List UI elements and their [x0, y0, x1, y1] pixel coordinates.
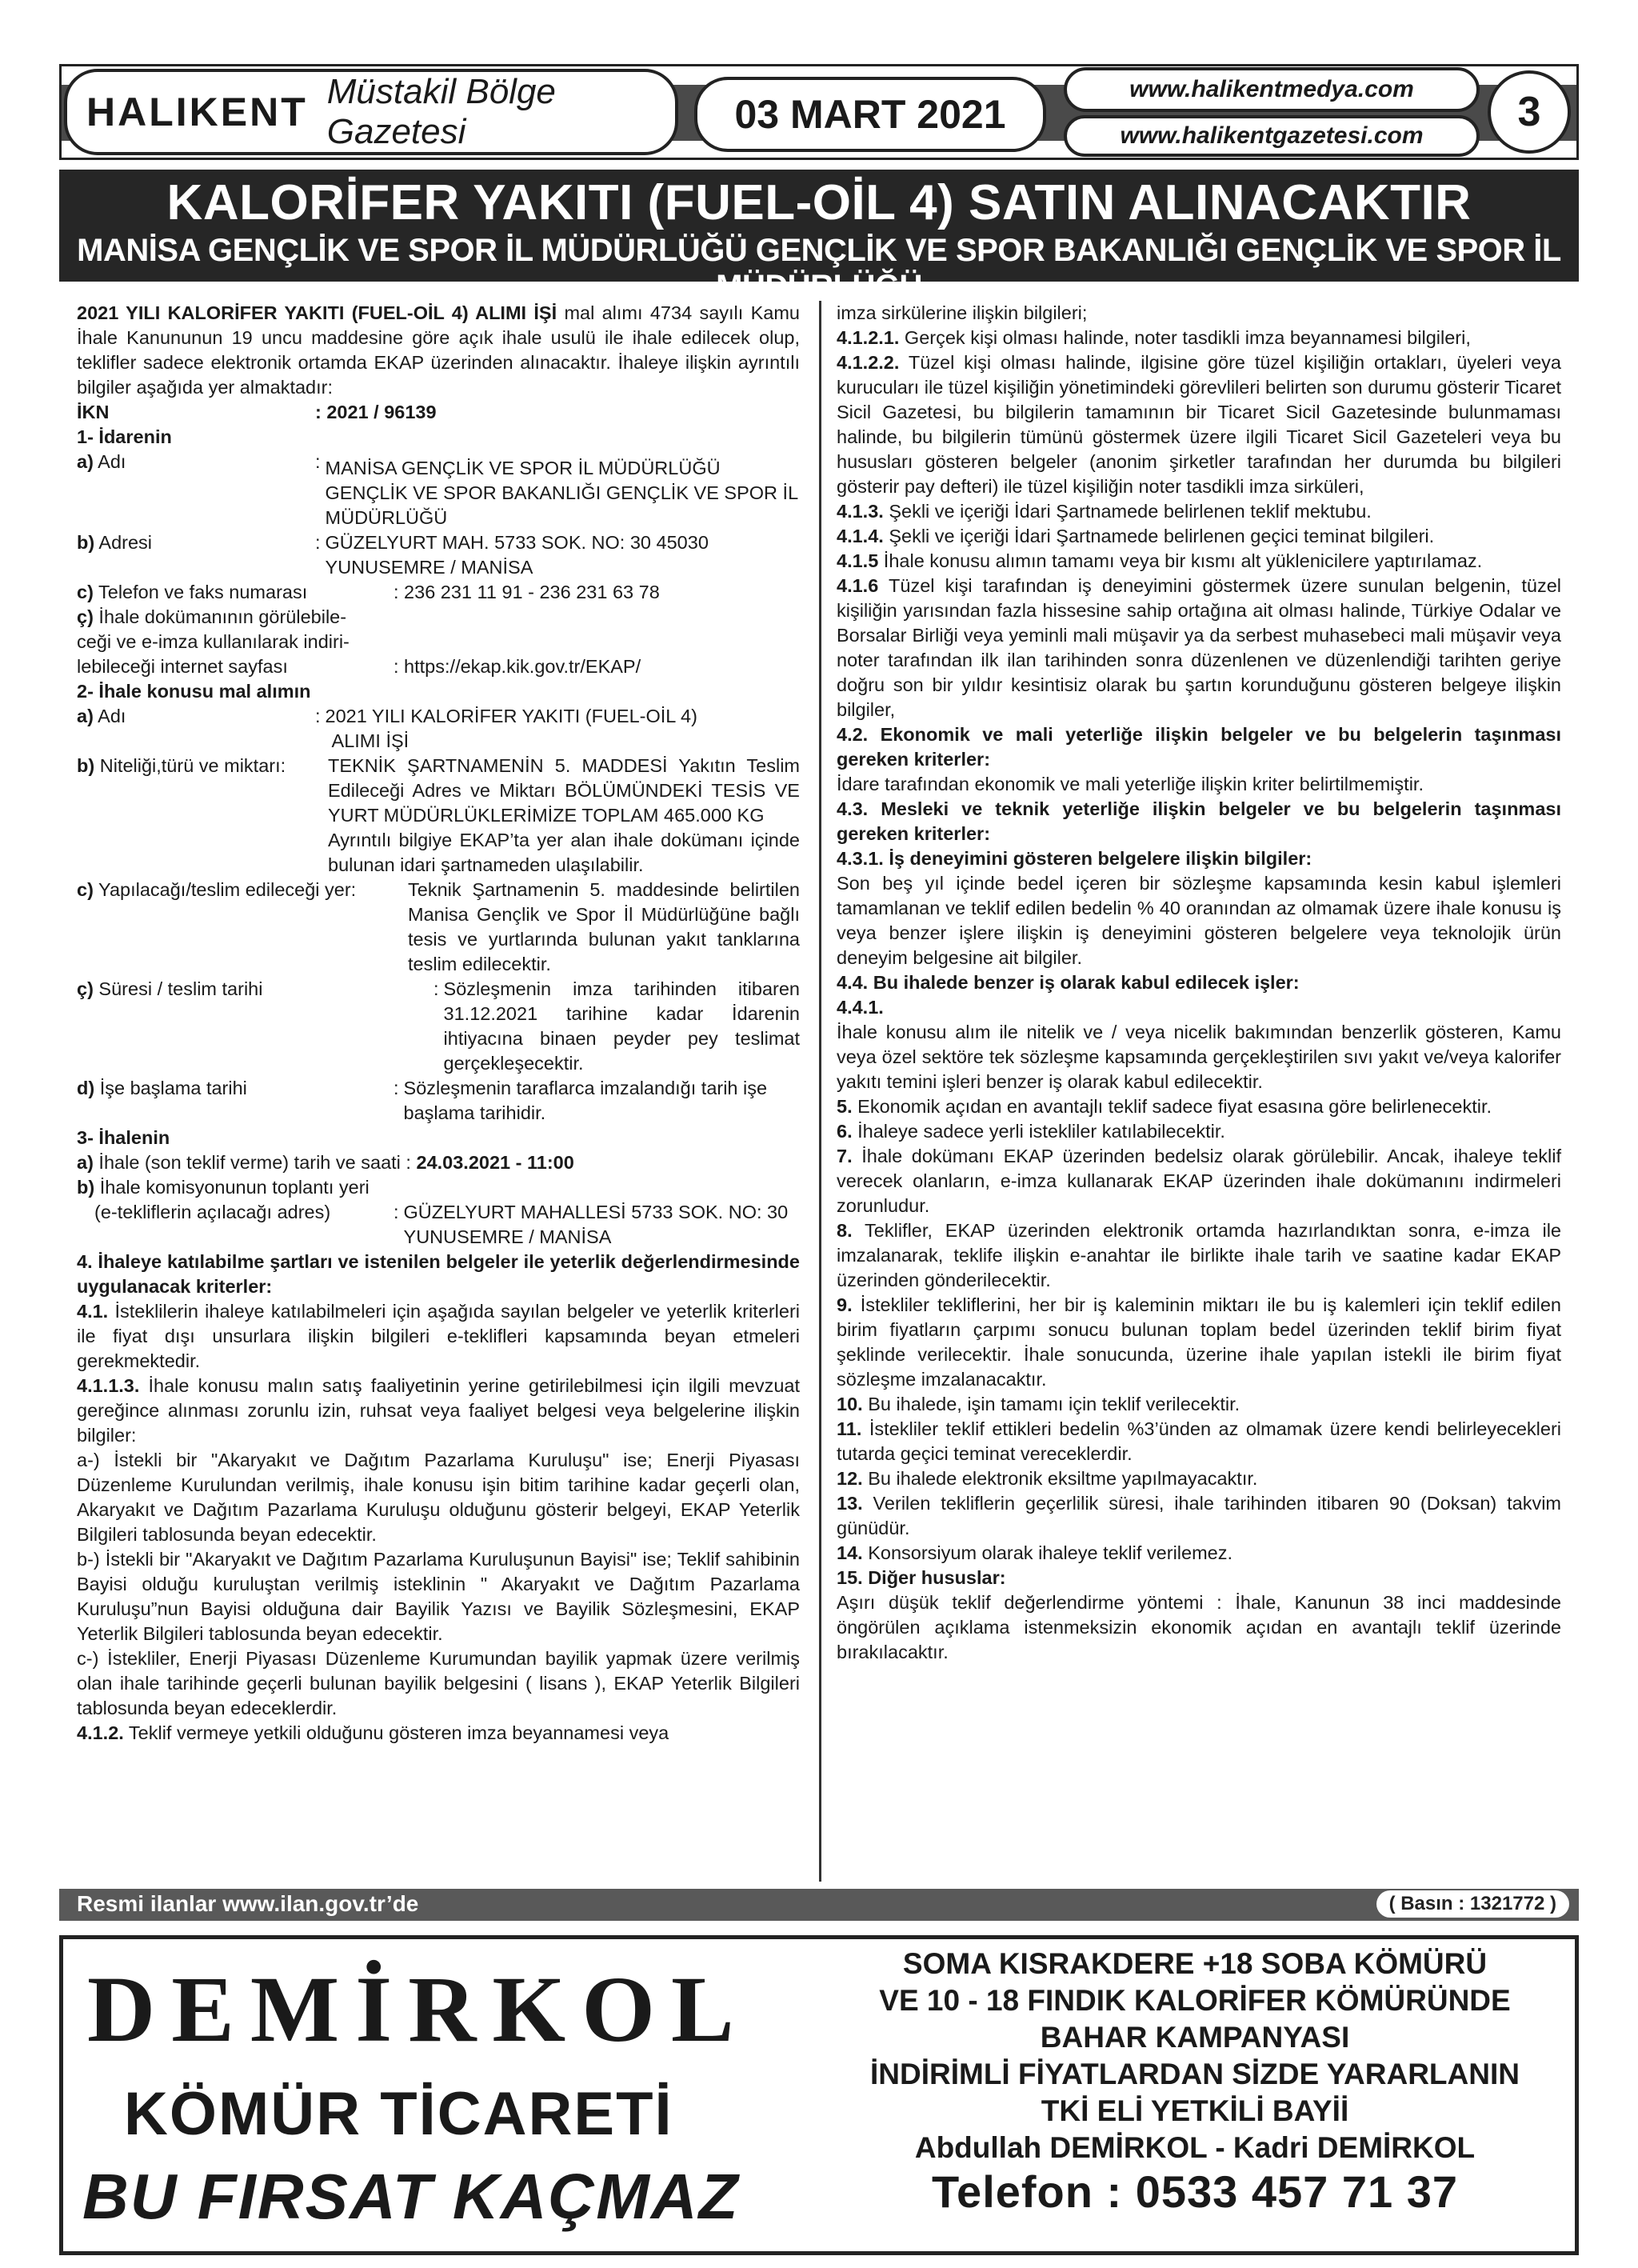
- s4122-paragraph: 4.1.2.2. Tüzel kişi olması halinde, ilgisine göre tüzel kişiliğin ortakları, üyeleri veya kurucuları ile tüzel kişiliğin yönetimindeki görevlileri belirten son durumu gösterir Ticaret Sicil Gazetesi, bu bilgilerin tamamının bir Ticaret Sicil Gazetesinde bulunmaması halinde, bu bilgilerin tümünü göstermek üzere ilgili Ticaret Sicil Gazeteleri veya bu hususları gösteren belgeler (anonim şirketler tarafından her durumda bu bilgileri gösterir pay defteri) ile tüzel kişiliğin noter tasdikli imza sirküleri,: [837, 352, 1561, 497]
- page-number: [1488, 70, 1571, 154]
- ad-detail-3: BAHAR KAMPANYASI: [1040, 2021, 1350, 2054]
- brand-name: HALIKENT: [86, 90, 308, 134]
- s3b-row: [77, 1200, 800, 1250]
- issue-date: [694, 77, 1046, 152]
- page-subtitle: MANİSA GENÇLİK VE SPOR İL MÜDÜRLÜĞÜ GENÇLİK VE SPOR BAKANLIĞI GENÇLİK VE SPOR İL MÜDÜRLÜĞÜ: [77, 233, 1561, 304]
- s8-paragraph: 8. Teklifler, EKAP üzerinden elektronik ortamda hazırlandıktan sonra, e-imza ile imzalanarak, teklife ilişkin e-anahtar ile birlikte ihale tarih ve saatine kadar EKAP üzerinden gönderilecektir.: [837, 1220, 1561, 1290]
- s1cc-row: [77, 605, 800, 679]
- item-c-paragraph: c-) İstekliler, Enerji Piyasası Düzenleme Kurumundan bayilik yapmak üzere verilmiş olan ihale tarihinde geçerli bulunan bayilik belgesini ( lisans ), EKAP Yeterlik Bilgileri tablosunda beyan edeceklerdir.: [77, 1648, 800, 1718]
- s1a-value: MANİSA GENÇLİK VE SPOR İL MÜDÜRLÜĞÜ GENÇLİK VE SPOR BAKANLIĞI GENÇLİK VE SPOR İL MÜDÜRLÜĞÜ: [325, 458, 798, 528]
- s431-paragraph: Son beş yıl içinde bedel içeren bir sözleşme kapsamında kesin kabul işlemleri tamamlanan ve teklif edilen bedelin % 40 oranından az olmamak üzere ihale konusu iş veya benzer işlere ilişkin iş deneyimini gösteren belgelere veya teknolojik ürün deneyim belgesine ait bilgiler.: [837, 873, 1561, 968]
- section-4-heading: 4. İhaleye katılabilme şartları ve istenilen belgeler ile yeterlik değerlendirmesinde uygulanacak kriterler:: [77, 1251, 800, 1297]
- s1c-value: : 236 231 11 91 - 236 231 63 78: [394, 582, 660, 602]
- s10-paragraph: 10. Bu ihalede, işin tamamı için teklif verilecektir.: [837, 1394, 1240, 1414]
- s1c-row: [77, 580, 800, 605]
- brand-pill: [64, 69, 678, 155]
- column-divider: [819, 301, 821, 1882]
- s2cc-row: [77, 977, 800, 1076]
- s2cc-sep: :: [433, 978, 439, 999]
- tender-datetime: 24.03.2021 - 11:00: [416, 1152, 574, 1173]
- advertisement: [59, 1935, 1579, 2255]
- website-link-1[interactable]: [1064, 67, 1480, 112]
- s441-heading: 4.4.1.: [837, 997, 884, 1018]
- s2d-sep: :: [394, 1078, 399, 1098]
- continued-paragraph: imza sirkülerine ilişkin bilgileri;: [837, 302, 1088, 323]
- s2a-label: a) Adı: [77, 706, 126, 726]
- website-link-2[interactable]: [1064, 115, 1480, 157]
- s44-heading: 4.4. Bu ihalede benzer iş olarak kabul edilecek işler:: [837, 972, 1300, 993]
- s2d-label: d) İşe başlama tarihi: [77, 1078, 247, 1098]
- s3b-label-row: b) İhale komisyonunun toplantı yeri: [77, 1177, 370, 1198]
- ikn-label: İKN: [77, 402, 110, 422]
- section-2-heading: 2- İhale konusu mal alımın: [77, 681, 311, 702]
- s414-paragraph: 4.1.4. Şekli ve içeriği İdari Şartnamede belirlenen geçici teminat bilgileri.: [837, 526, 1435, 546]
- left-column: [77, 301, 800, 1746]
- s12-paragraph: 12. Bu ihalede elektronik eksiltme yapılmayacaktır.: [837, 1468, 1258, 1489]
- ad-tagline-2: BU FIRSAT KAÇMAZ: [82, 2161, 740, 2232]
- s2a-value: 2021 YILI KALORİFER YAKITI (FUEL-OİL 4) ALIMI İŞİ: [325, 706, 697, 751]
- s2b-value: TEKNİK ŞARTNAMENİN 5. MADDESİ Yakıtın Teslim Edileceği Adres ve Miktarı BÖLÜMÜNDEKİ TESİS VE YURT MÜDÜRLÜKLERİMİZE TOPLAM 465.000 KG Ayrıntılı bilgiye EKAP’ta yer alan ihale dokümanı içinde bulunan idari şartnameden ulaşılabilir.: [328, 755, 800, 875]
- ad-tagline-1: KÖMÜR TİCARETİ: [124, 2080, 673, 2148]
- s1a-row: [77, 450, 800, 530]
- s43-heading: 4.3. Mesleki ve teknik yeterliğe ilişkin belgeler ve bu belgelerin taşınması gereken kriterler:: [837, 798, 1561, 844]
- footer-band: [59, 1889, 1579, 1921]
- s431-heading: 4.3.1. İş deneyimini gösteren belgelere ilişkin bilgiler:: [837, 848, 1312, 869]
- section-1-heading: 1- İdarenin: [77, 426, 172, 447]
- s2b-label: b) Niteliği,türü ve miktarı:: [77, 755, 286, 776]
- s1cc-label: ç) İhale dokümanının görülebile- ceği ve e-imza kullanılarak indiri- lebileceği internet sayfası: [77, 606, 350, 677]
- brand-subtitle: Müstakil Bölge Gazetesi: [326, 72, 556, 151]
- intro-text: mal alımı 4734 sayılı Kamu İhale Kanununun 19 uncu maddesine göre açık ihale usulü ile ihale edilecek olup, teklifler sadece elektronik ortamda EKAP üzerinden alınacaktır. İhaleye ilişkin ayrıntılı bilgiler aşağıda yer almaktadır:: [77, 302, 800, 398]
- ad-detail-1: SOMA KISRAKDERE +18 SOBA KÖMÜRÜ: [902, 1947, 1488, 1980]
- s4121-paragraph: 4.1.2.1. Gerçek kişi olması halinde, noter tasdikli imza beyannamesi bilgileri,: [837, 327, 1471, 348]
- ad-phone: Telefon : 0533 457 71 37: [932, 2166, 1458, 2217]
- right-column: [837, 301, 1561, 1665]
- s3b-value: GÜZELYURT MAHALLESİ 5733 SOK. NO: 30 YUNUSEMRE / MANİSA: [403, 1202, 789, 1247]
- ikn-row: [77, 400, 800, 425]
- s2b-row: [77, 754, 800, 878]
- s2a-row: [77, 704, 800, 754]
- s1a-sep: :: [315, 451, 321, 472]
- s7-paragraph: 7. İhale dokümanı EKAP üzerinden bedelsiz olarak görülebilir. Ancak, ihaleye teklif verecek olanların, e-imza kullanarak EKAP üzerinden ihale dokümanını indirmeleri zorunludur.: [837, 1146, 1561, 1216]
- issue-date-text: 03 MART 2021: [734, 92, 1006, 137]
- s1c-label: c) Telefon ve faks numarası: [77, 582, 308, 602]
- ad-detail-6: Abdullah DEMİRKOL - Kadri DEMİRKOL: [914, 2131, 1476, 2164]
- s2c-label: c) Yapılacağı/teslim edileceği yer:: [77, 879, 357, 900]
- s1b-sep: :: [315, 532, 321, 553]
- section-3-heading: 3- İhalenin: [77, 1127, 170, 1148]
- s14-paragraph: 14. Konsorsiyum olarak ihaleye teklif verilemez.: [837, 1542, 1233, 1563]
- ad-detail-2: VE 10 - 18 FINDIK KALORİFER KÖMÜRÜNDE: [879, 1984, 1511, 2017]
- s2c-value: Teknik Şartnamenin 5. maddesinde belirtilen Manisa Gençlik ve Spor İl Müdürlüğüne bağlı tesis ve yurtlarında bulunan yakıt tanklarına teslim edilecektir.: [408, 879, 800, 974]
- s2d-value: Sözleşmenin taraflarca imzalandığı tarih işe başlama tarihidir.: [403, 1078, 768, 1123]
- s5-paragraph: 5. Ekonomik açıdan en avantajlı teklif sadece fiyat esasına göre belirlenecektir.: [837, 1096, 1492, 1117]
- s2c-row: [77, 878, 800, 977]
- s1a-label: a) Adı: [77, 451, 126, 472]
- s41-paragraph: 4.1. İsteklilerin ihaleye katılabilmeleri için aşağıda sayılan belgeler ve yeterlik kriterleri ile fiyat dışı unsurlara ilişkin bilgileri e-teklifleri kapsamında beyan etmeleri gerekmektedir.: [77, 1301, 800, 1371]
- intro-bold: 2021 YILI KALORİFER YAKITI (FUEL-OİL 4) ALIMI İŞİ: [77, 302, 557, 323]
- s2cc-value: Sözleşmenin imza tarihinden itibaren 31.12.2021 tarihine kadar İdarenin ihtiyacına binaen peyder pey teslimat gerçekleşecektir.: [443, 978, 800, 1074]
- ikn-value: : 2021 / 96139: [315, 402, 437, 422]
- ad-brand: DEMİRKOL: [87, 1957, 750, 2062]
- s3b-label-2: (e-tekliflerin açılacağı adres): [94, 1202, 331, 1222]
- ad-detail-5: TKİ ELİ YETKİLİ BAYİİ: [1041, 2094, 1349, 2127]
- s1cc-value: : https://ekap.kik.gov.tr/EKAP/: [394, 656, 641, 677]
- title-band: [59, 170, 1579, 304]
- s6-paragraph: 6. İhaleye sadece yerli istekliler katılabilecektir.: [837, 1121, 1225, 1142]
- ad-details: [823, 1946, 1567, 2218]
- s42-paragraph: İdare tarafından ekonomik ve mali yeterliğe ilişkin kriter belirtilmemiştir.: [837, 774, 1424, 794]
- intro-paragraph: [77, 301, 800, 400]
- website-1-text: www.halikentmedya.com: [1129, 76, 1414, 102]
- s4113-paragraph: 4.1.1.3. İhale konusu malın satış faaliyetinin yerine getirilebilmesi için ilgili mevzuat gereğince alınması zorunlu izin, ruhsat veya faaliyet belgesi veya belgelerine ilişkin bilgiler:: [77, 1375, 800, 1446]
- s1b-row: [77, 530, 800, 580]
- s2cc-label: ç) Süresi / teslim tarihi: [77, 978, 263, 999]
- s1b-value: GÜZELYURT MAH. 5733 SOK. NO: 30 45030 YUNUSEMRE / MANİSA: [325, 532, 709, 578]
- s416-paragraph: 4.1.6 Tüzel kişi tarafından iş deneyimini göstermek üzere sunulan belgenin, tüzel kişiliğin yarısından fazla hissesine sahip ortağına ait olması halinde, Türkiye Odalar ve Borsalar Birliği veya yeminli mali müşavir ya da serbest muhasebeci mali müşavir veya noter tarafından ilk ilan tarihinden sonra düzenlenen ve düzenlendiği tarihten geriye doğru son bir yıldır kesintisiz olarak bu şartın korunduğunu gösteren belgeye ilişkin bilgiler,: [837, 575, 1561, 720]
- page-title: KALORİFER YAKITI (FUEL-OİL 4) SATIN ALINACAKTIR: [166, 175, 1472, 230]
- ad-detail-4: İNDİRİMLİ FİYATLARDAN SİZDE YARARLANIN: [870, 2058, 1520, 2090]
- page-number-text: 3: [1517, 89, 1541, 135]
- website-2-text: www.halikentgazetesi.com: [1120, 122, 1424, 149]
- s42-heading: 4.2. Ekonomik ve mali yeterliğe ilişkin belgeler ve bu belgelerin taşınması gereken kriterler:: [837, 724, 1561, 770]
- official-ads-link[interactable]: Resmi ilanlar www.ilan.gov.tr’de: [77, 1891, 419, 1916]
- s3a-row: a) İhale (son teklif verme) tarih ve saati : 24.03.2021 - 11:00: [77, 1152, 574, 1173]
- s13-paragraph: 13. Verilen tekliflerin geçerlilik süresi, ihale tarihinden itibaren 90 (Doksan) takvim günüdür.: [837, 1493, 1561, 1538]
- s15-paragraph: Aşırı düşük teklif değerlendirme yöntemi : İhale, Kanunun 38 inci maddesinde öngörülen açıklama istenmeksizin ekonomik açıdan en avantajlı teklif üzerinde bırakılacaktır.: [837, 1592, 1561, 1662]
- s1b-label: b) Adresi: [77, 532, 153, 553]
- s2d-row: [77, 1076, 800, 1126]
- s11-paragraph: 11. İstekliler teklif ettikleri bedelin %3’ünden az olmamak üzere kendi belirleyecekleri tutarda geçici teminat vereceklerdir.: [837, 1418, 1561, 1464]
- s413-paragraph: 4.1.3. Şekli ve içeriği İdari Şartnamede belirlenen teklif mektubu.: [837, 501, 1372, 522]
- s2a-sep: :: [315, 706, 321, 726]
- item-b-paragraph: b-) İstekli bir "Akaryakıt ve Dağıtım Pazarlama Kuruluşunun Bayisi" ise; Teklif sahibinin Bayisi olduğu kuruluştan verilmiş isteklinin " Akaryakıt ve Dağıtım Pazarlama Kuruluşu”nun Bayisi olduğuna dair Bayilik Yazısı ve Bayilik Sözleşmesini, EKAP Yeterlik Bilgileri tablosunda beyan edecektir.: [77, 1549, 800, 1644]
- s9-paragraph: 9. İstekliler tekliflerini, her bir iş kaleminin miktarı ile bu iş kalemleri için teklif edilen birim fiyatların çarpımı sonucu bulunan toplam bedel üzerinden teklif birim fiyat şeklinde verilecektir. İhale sonucunda, üzerine ihale yapılan istekli ile birim fiyat sözleşme imzalanacaktır.: [837, 1294, 1561, 1390]
- s3b-sep: :: [394, 1202, 399, 1222]
- s415-paragraph: 4.1.5 İhale konusu alımın tamamı veya bir kısmı alt yüklenicilere yaptırılamaz.: [837, 550, 1483, 571]
- s412-paragraph: 4.1.2. Teklif vermeye yetkili olduğunu gösteren imza beyannamesi veya: [77, 1722, 669, 1743]
- s15-heading: 15. Diğer hususlar:: [837, 1567, 1006, 1588]
- item-a-paragraph: a-) İstekli bir "Akaryakıt ve Dağıtım Pazarlama Kuruluşu" ise; Enerji Piyasası Düzenleme Kurulundan verilmiş, ihale konusu işin bitim tarihine kadar geçerli olan, Akaryakıt ve Dağıtım Pazarlama Kuruluşu olduğunu gösterir belgeyi, EKAP Yeterlik Bilgileri tablosunda beyan edecektir.: [77, 1450, 800, 1545]
- s441-paragraph: İhale konusu alım ile nitelik ve / veya nicelik bakımından benzerlik gösteren, Kamu veya özel sektöre tek sözleşme kapsamında gerçekleştirilen sıvı yakıt ve/veya kalorifer yakıtı temini işleri benzer iş olarak kabul edilecektir.: [837, 1022, 1561, 1092]
- press-number-badge: ( Basın : 1321772 ): [1376, 1890, 1569, 1918]
